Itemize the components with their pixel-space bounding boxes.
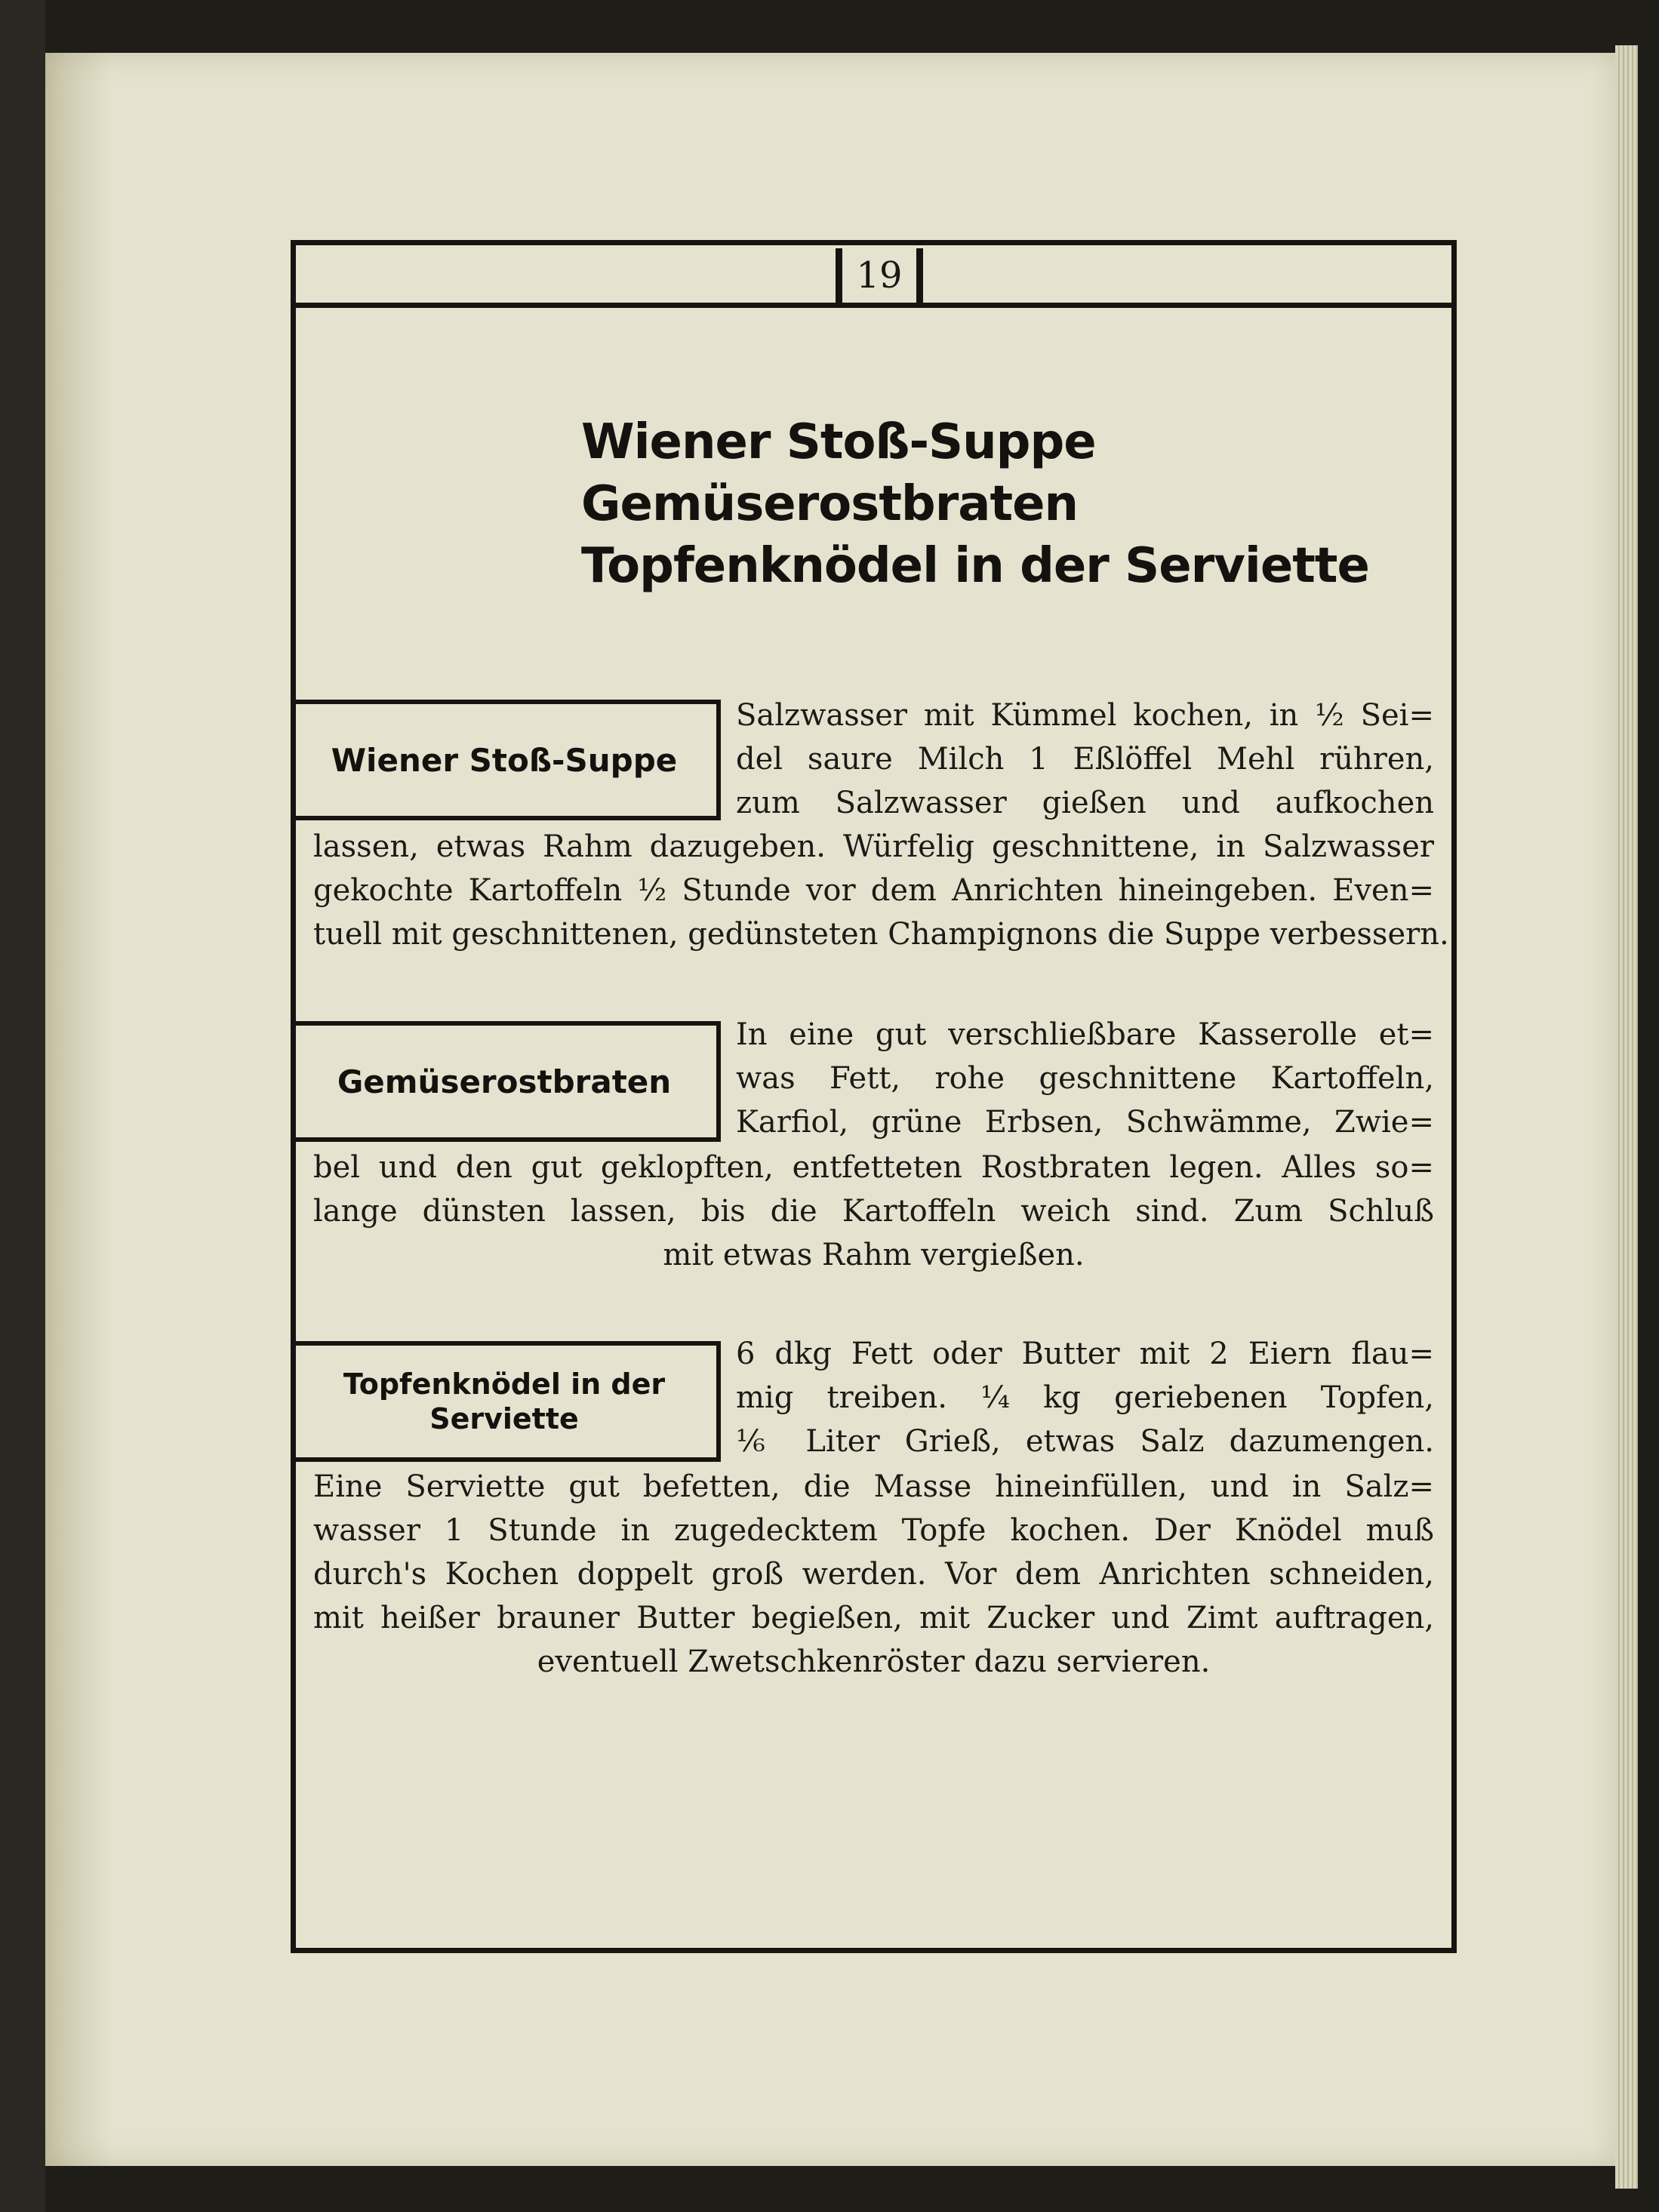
book-binding [0, 0, 45, 2212]
recipe-body-text [313, 825, 1449, 956]
text-line: 6 dkg Fett oder Butter mit 2 Eiern flau= [736, 1337, 1434, 1371]
text-line: zum Salzwasser gießen und aufkochen [736, 786, 1434, 820]
text-line: wasser 1 Stunde in zugedecktem Topfe kochen. Der Knödel muß [313, 1513, 1434, 1548]
page-number: 19 [836, 248, 923, 303]
recipe-intro-text [736, 1013, 1434, 1144]
recipe-label-line: Topfenknödel in der [343, 1368, 666, 1401]
text-line: Salzwasser mit Kümmel kochen, in ½ Sei= [736, 698, 1434, 733]
header-rule [296, 303, 1451, 308]
page-gutter-shadow [45, 53, 113, 2166]
title-line: Topfenknödel in der Serviette [581, 538, 1369, 594]
recipe-label-line: Serviette [429, 1402, 579, 1435]
recipe-intro-text [736, 694, 1434, 825]
text-line: del saure Milch 1 Eßlöffel Mehl rühren, [736, 742, 1434, 777]
text-line: lassen, etwas Rahm dazugeben. Würfelig geschnittene, in Salzwasser [313, 829, 1434, 864]
text-line: lange dünsten lassen, bis die Kartoffeln weich sind. Zum Schluß [313, 1194, 1434, 1229]
text-line: eventuell Zwetschkenröster dazu servieren. [537, 1644, 1211, 1679]
recipe-body-text [313, 1146, 1434, 1277]
recipe-label-box [292, 700, 721, 820]
recipe-body-text [313, 1465, 1434, 1684]
text-line: mit etwas Rahm vergießen. [663, 1238, 1085, 1272]
recipe-label: Wiener Stoß-Suppe [331, 741, 678, 779]
text-line: mit heißer brauner Butter begießen, mit Zucker und Zimt auftragen, [313, 1601, 1434, 1635]
text-line: Eine Serviette gut befetten, die Masse hineinfüllen, und in Salz= [313, 1469, 1434, 1504]
recipe-label: Gemüserostbraten [337, 1063, 672, 1100]
text-line: bel und den gut geklopften, entfetteten Rostbraten legen. Alles so= [313, 1150, 1434, 1185]
text-line: In eine gut verschließbare Kasserolle et= [736, 1017, 1434, 1052]
recipe-label-box [292, 1341, 721, 1462]
recipe-label-box [292, 1021, 721, 1142]
text-line: tuell mit geschnittenen, gedünsteten Champignons die Suppe verbessern. [313, 917, 1449, 952]
text-line: durch's Kochen doppelt groß werden. Vor dem Anrichten schneiden, [313, 1557, 1434, 1592]
title-line: Gemüserostbraten [581, 476, 1079, 532]
title-line: Wiener Stoß-Suppe [581, 414, 1096, 470]
text-line: was Fett, rohe geschnittene Kartoffeln, [736, 1061, 1434, 1096]
recipe-titles [581, 411, 1369, 597]
text-line: mig treiben. ¼ kg geriebenen Topfen, [736, 1380, 1434, 1415]
text-line: Karfiol, grüne Erbsen, Schwämme, Zwie= [736, 1105, 1434, 1140]
text-line: ⅙ Liter Grieß, etwas Salz dazumengen. [736, 1424, 1434, 1459]
page-edges [1615, 45, 1638, 2189]
text-line: gekochte Kartoffeln ½ Stunde vor dem Anrichten hineingeben. Even= [313, 873, 1434, 908]
recipe-intro-text [736, 1332, 1434, 1463]
